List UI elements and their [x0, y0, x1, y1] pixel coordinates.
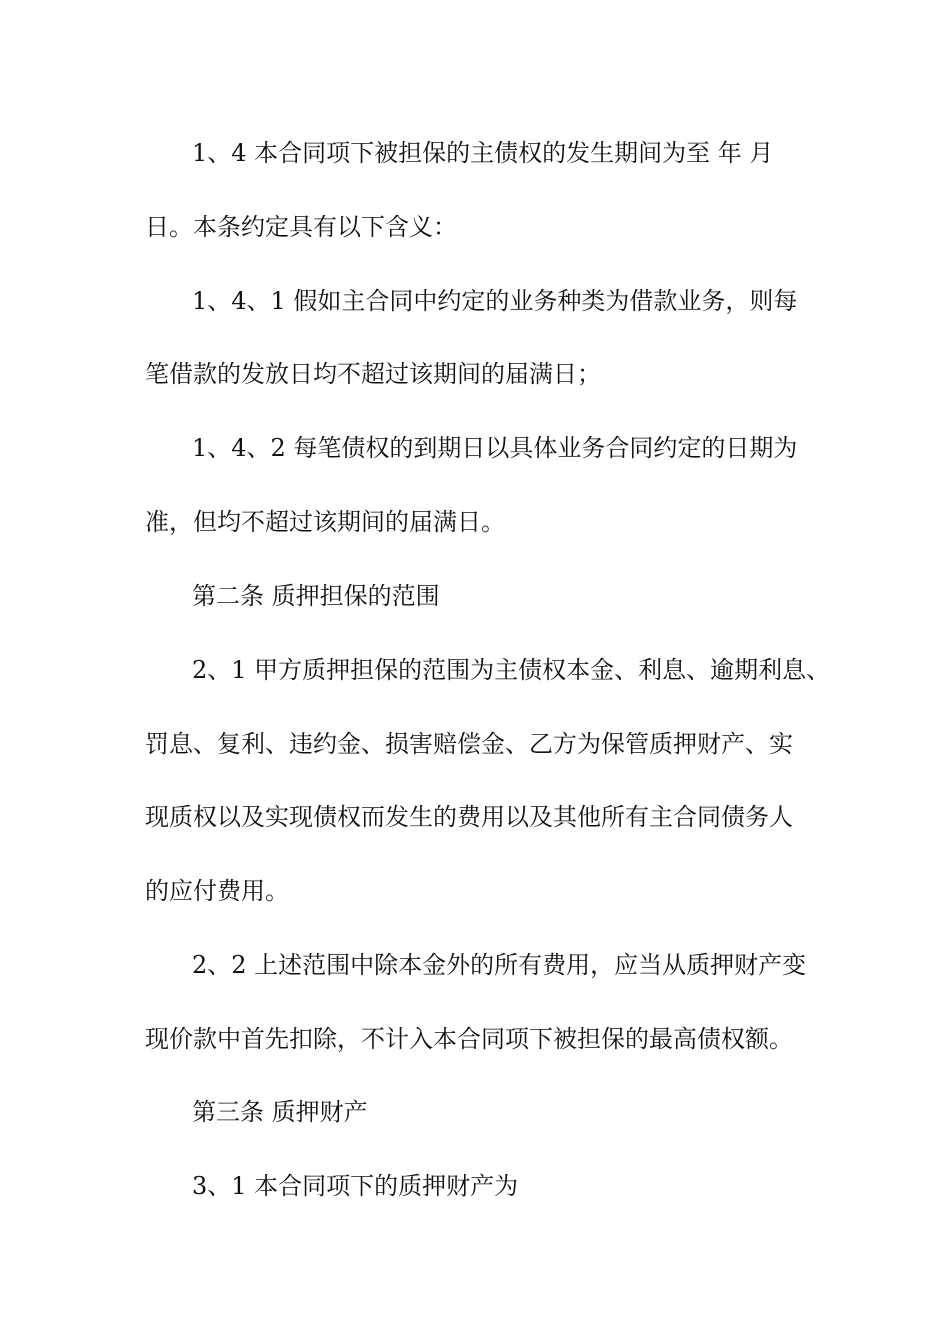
- text-line: 现价款中首先扣除，不计入本合同项下被担保的最高债权额。: [145, 1025, 793, 1053]
- text-line: 日。本条约定具有以下含义：: [145, 213, 457, 241]
- text-line: 的应付费用。: [145, 877, 289, 905]
- text-line: 1、4、1 假如主合同中约定的业务种类为借款业务，则每: [192, 287, 798, 315]
- text-line: 1、4 本合同项下被担保的主债权的发生期间为至 年 月: [192, 139, 774, 167]
- text-line: 3、1 本合同项下的质押财产为: [192, 1172, 519, 1200]
- text-line: 准，但均不超过该期间的届满日。: [145, 508, 505, 536]
- text-line: 现质权以及实现债权而发生的费用以及其他所有主合同债务人: [145, 803, 793, 831]
- text-line: 2、2 上述范围中除本金外的所有费用，应当从质押财产变: [192, 951, 807, 979]
- text-line: 笔借款的发放日均不超过该期间的届满日；: [145, 360, 601, 388]
- text-line: 2、1 甲方质押担保的范围为主债权本金、利息、逾期利息、: [192, 656, 831, 684]
- section-heading: 第二条 质押担保的范围: [192, 582, 440, 610]
- text-line: 1、4、2 每笔债权的到期日以具体业务合同约定的日期为: [192, 434, 798, 462]
- section-heading: 第三条 质押财产: [192, 1098, 368, 1126]
- text-line: 罚息、复利、违约金、损害赔偿金、乙方为保管质押财产、实: [145, 730, 793, 758]
